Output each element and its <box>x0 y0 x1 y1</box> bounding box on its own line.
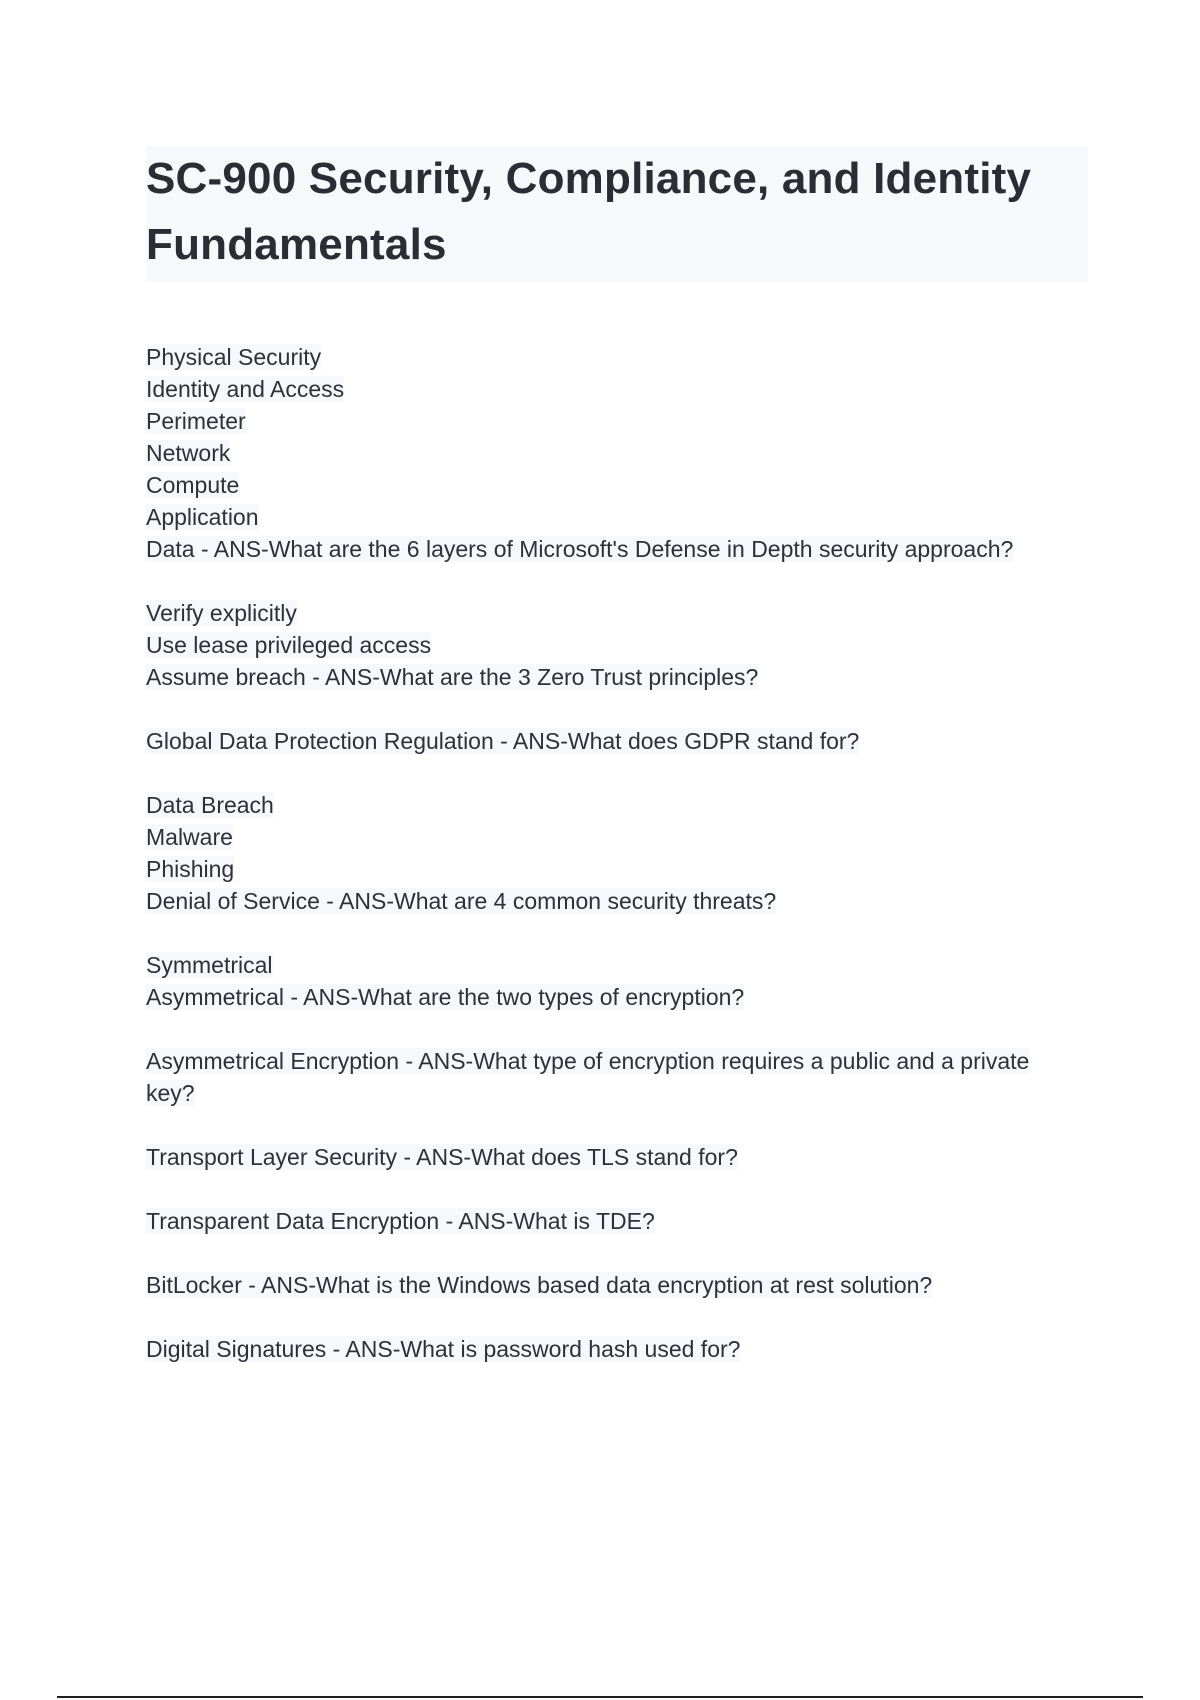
qa-line <box>146 1045 1088 1077</box>
qa-line-text: Data - ANS-What are the 6 layers of Microsoft's Defense in Depth security approach? <box>146 536 1014 562</box>
qa-line <box>146 1269 1088 1301</box>
qa-block <box>146 1333 1088 1365</box>
qa-line <box>146 725 1088 757</box>
qa-block <box>146 341 1088 565</box>
qa-line-text: Network <box>146 440 231 466</box>
qa-line-text: Symmetrical <box>146 952 273 978</box>
qa-line-text: Compute <box>146 472 240 498</box>
qa-line-text: Application <box>146 504 259 530</box>
qa-line-text: Digital Signatures - ANS-What is password hash used for? <box>146 1336 741 1362</box>
qa-line <box>146 821 1088 853</box>
qa-line-text: Identity and Access <box>146 376 345 402</box>
qa-line-text: Data Breach <box>146 792 274 818</box>
qa-line <box>146 949 1088 981</box>
qa-line-text: Perimeter <box>146 408 246 434</box>
qa-line-text: Phishing <box>146 856 235 882</box>
page-bottom-rule <box>57 1696 1143 1698</box>
qa-line <box>146 437 1088 469</box>
qa-line <box>146 981 1088 1013</box>
qa-line <box>146 1333 1088 1365</box>
qa-line <box>146 661 1088 693</box>
qa-line-text: BitLocker - ANS-What is the Windows based data encryption at rest solution? <box>146 1272 933 1298</box>
qa-line-text: key? <box>146 1080 195 1106</box>
qa-line <box>146 373 1088 405</box>
qa-block <box>146 949 1088 1013</box>
qa-line <box>146 1205 1088 1237</box>
qa-line <box>146 501 1088 533</box>
qa-line-text: Assume breach - ANS-What are the 3 Zero Trust principles? <box>146 664 759 690</box>
qa-line-text: Verify explicitly <box>146 600 297 626</box>
qa-block <box>146 1269 1088 1301</box>
qa-line-text: Malware <box>146 824 233 850</box>
qa-block <box>146 1045 1088 1109</box>
qa-line-text: Asymmetrical Encryption - ANS-What type of encryption requires a public and a private <box>146 1048 1030 1074</box>
qa-line <box>146 405 1088 437</box>
qa-block <box>146 1205 1088 1237</box>
qa-block <box>146 1141 1088 1173</box>
qa-block <box>146 725 1088 757</box>
qa-line-text: Transparent Data Encryption - ANS-What is TDE? <box>146 1208 655 1234</box>
title-block <box>146 146 1088 282</box>
qa-block <box>146 597 1088 693</box>
qa-line <box>146 1077 1088 1109</box>
qa-line-text: Use lease privileged access <box>146 632 432 658</box>
qa-block <box>146 789 1088 917</box>
qa-line <box>146 469 1088 501</box>
qa-line <box>146 533 1088 565</box>
qa-line <box>146 885 1088 917</box>
document-title: SC-900 Security, Compliance, and Identity Fundamentals <box>146 154 1032 269</box>
qa-line-text: Transport Layer Security - ANS-What does TLS stand for? <box>146 1144 738 1170</box>
qa-line <box>146 1141 1088 1173</box>
qa-line <box>146 597 1088 629</box>
qa-line-text: Asymmetrical - ANS-What are the two types of encryption? <box>146 984 745 1010</box>
qa-line <box>146 341 1088 373</box>
qa-content <box>146 341 1088 1397</box>
qa-line <box>146 789 1088 821</box>
qa-line-text: Denial of Service - ANS-What are 4 common security threats? <box>146 888 777 914</box>
qa-line <box>146 629 1088 661</box>
qa-line-text: Global Data Protection Regulation - ANS-What does GDPR stand for? <box>146 728 860 754</box>
qa-line-text: Physical Security <box>146 344 322 370</box>
qa-line <box>146 853 1088 885</box>
